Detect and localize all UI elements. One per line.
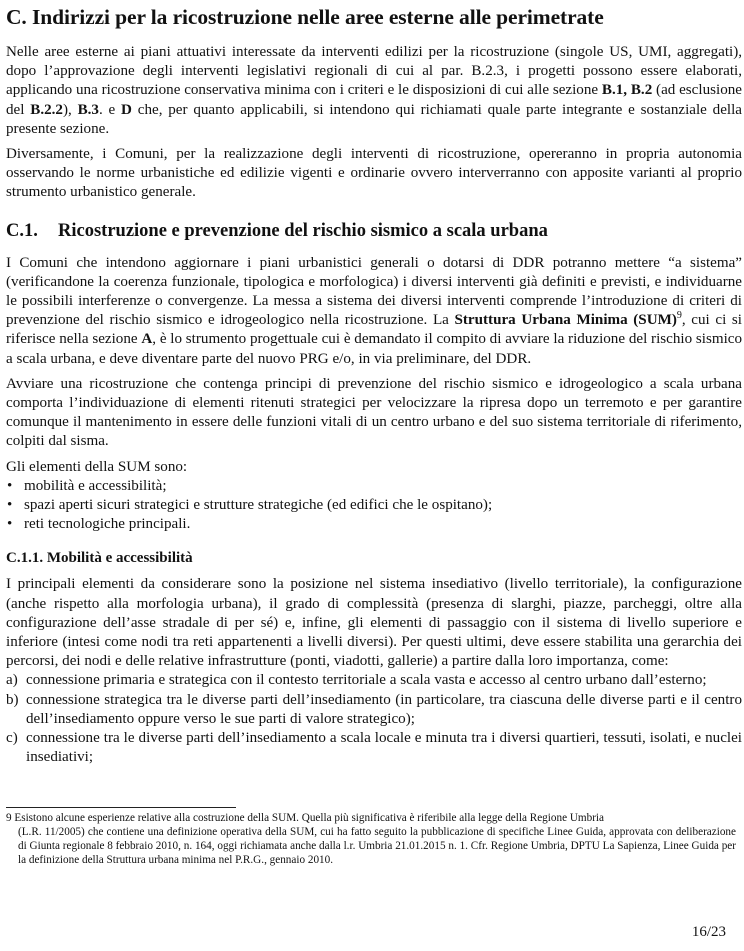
list-item bbox=[6, 671, 742, 690]
section-c-heading: C. Indirizzi per la ricostruzione nelle aree esterne alle perimetrate bbox=[6, 5, 604, 29]
sum-elements-list bbox=[6, 477, 742, 535]
bold-term-sum: Struttura Urbana Minima (SUM) bbox=[454, 312, 677, 329]
text-run: Nelle aree esterne ai piani attuativi interessate da interventi edilizi per la ricostruzione (singole US, UMI, aggregati), dopo l’approvazione degli interventi legislativi regionali di cui al par. B.2.3, i progetti possono essere elaborati, applicando una ricostruzione conservativa minima con i criteri e le disposizioni di cui alle sezione bbox=[6, 44, 742, 99]
paragraph-comuni-ddr bbox=[6, 254, 742, 369]
bold-ref: B.3 bbox=[77, 101, 99, 118]
footnote-continuation: (L.R. 11/2005) che contiene una definizione operativa della SUM, cui ha fatto seguito la pubblicazione di specifiche Linee Guida, approvata con deliberazione di Giunta regionale 8 febbraio 2010, n. 164, oggi richiamata anche dalla l.r. Umbria 21.01.2015 n. 1. Cfr. Regione Umbria, DPTU La Sapienza, Linee Guida per la definizione della Struttura urbana minima nel P.R.G., gennaio 2010. bbox=[18, 826, 736, 866]
text-run: che, per quanto applicabili, si intendono qui richiamati quale parte integrante e sostanziale della presente sezione. bbox=[6, 101, 743, 137]
section-c1-number: C.1. bbox=[6, 220, 38, 241]
bold-ref: B.2.2 bbox=[30, 101, 63, 118]
section-c11-heading: C.1.1. Mobilità e accessibilità bbox=[6, 550, 193, 567]
page-number: 16/23 bbox=[691, 924, 726, 940]
list-item bbox=[6, 691, 742, 729]
text-run: ), bbox=[62, 101, 78, 118]
document-page bbox=[6, 0, 742, 768]
list-item-text: connessione strategica tra le diverse parti dell’insediamento (in particolare, tra ciascuna delle diverse parti e il centro dell’insediamento oppure verso le sue parti di valore strategico); bbox=[26, 691, 742, 727]
text-run: . e bbox=[98, 101, 122, 118]
text-run: (ad esclusione del bbox=[6, 82, 742, 118]
list-item bbox=[6, 729, 742, 767]
list-marker: a) bbox=[6, 672, 18, 689]
list-item bbox=[6, 477, 742, 496]
paragraph-principali-elementi: I principali elementi da considerare sono la posizione nel sistema insediativo (livello territoriale), la configurazione (anche rispetto alla morfologia urbana), il grado di complessità (presenza di slarghi, piazze, parcheggi, oltre alla configurazione dell’asse stradale di per sé) e, infine, gli elementi di passaggio con il sistema di livello superiore e inferiore (intesi come nodi tra reti appartenenti a livelli diversi). Per questi ultimi, deve essere stabilita una gerarchia dei percorsi, dei nodi e delle relative infrastrutture (ponti, viadotti, gallerie) a partire dalla loro importanza, come: bbox=[6, 576, 742, 670]
list-item-text: connessione primaria e strategica con il contesto territoriale a scala vasta e accesso al centro urbano dall’esterno; bbox=[26, 672, 707, 689]
text-run: I Comuni che intendono aggiornare i piani urbanistici generali o dotarsi di DDR potranno mettere “a sistema” (verificandone la coerenza funzionale, tipologica e morfologica) i diversi interventi già definiti e previsti, e individuarne le possibili interferenze o convergenze. La messa a sistema dei diversi interventi comprende l’introduzione di criteri di prevenzione del rischio sismico e idrogeologico nella ricostruzione. La bbox=[6, 254, 742, 329]
footnote-divider bbox=[6, 807, 236, 808]
list-item-text: spazi aperti sicuri strategici e strutture strategiche (ed edifici che le ospitano); bbox=[24, 497, 493, 514]
section-c1-heading bbox=[6, 219, 742, 243]
section-c1-title: Ricostruzione e prevenzione del rischio sismico a scala urbana bbox=[58, 220, 548, 241]
list-item bbox=[6, 515, 742, 534]
list-item-text: connessione tra le diverse parti dell’insediamento a scala locale e minuta tra i diversi quartieri, tessuti, isolati, e nuclei insediativi; bbox=[26, 730, 742, 766]
bullet-icon: • bbox=[7, 497, 13, 514]
bold-ref: B.1, B.2 bbox=[601, 82, 653, 99]
footnote-first-line: 9 Esistono alcune esperienze relative alla costruzione della SUM. Quella più significativa è riferibile alla legge della Regione Umbria bbox=[6, 812, 605, 824]
bullet-icon: • bbox=[7, 477, 13, 494]
footnote bbox=[6, 811, 736, 867]
bold-ref: A bbox=[141, 331, 153, 348]
connection-hierarchy-list bbox=[6, 671, 742, 767]
paragraph-diversamente: Diversamente, i Comuni, per la realizzazione degli interventi di ricostruzione, opereranno in propria autonomia osservando le norme urbanistiche ed edilizie vigenti e ordinarie ovvero interverranno con apposite varianti al proprio strumento urbanistico generale. bbox=[6, 146, 742, 201]
list-item-text: mobilità e accessibilità; bbox=[24, 477, 167, 494]
list-item-text: reti tecnologiche principali. bbox=[24, 516, 191, 533]
list-item bbox=[6, 496, 742, 515]
list-marker: c) bbox=[6, 730, 18, 747]
paragraph-aree-esterne bbox=[6, 43, 742, 139]
paragraph-avviare-ricostruzione: Avviare una ricostruzione che contenga principi di prevenzione del rischio sismico e idrogeologico a scala urbana comporta l’individuazione di elementi ritenuti strategici per velocizzare la ripresa dopo un terremoto e per garantire comunque il mantenimento in essere delle funzioni vitali di un centro urbano e del suo sistema territoriale di riferimento, colpiti dal sisma. bbox=[6, 375, 742, 450]
list-marker: b) bbox=[6, 691, 19, 708]
bullet-icon: • bbox=[7, 516, 13, 533]
footnote-reference: 9 bbox=[676, 310, 682, 322]
paragraph-elementi-sum: Gli elementi della SUM sono: bbox=[6, 458, 188, 475]
bold-ref: D bbox=[121, 101, 132, 118]
text-run: , è lo strumento progettuale cui è demandato il compito di avviare la riduzione del rischio sismico a scala urbana, e deve diventare parte del nuovo PRG e/o, in via preliminare, del DDR. bbox=[6, 331, 743, 367]
text-run: , cui ci si riferisce nella sezione bbox=[6, 312, 742, 348]
